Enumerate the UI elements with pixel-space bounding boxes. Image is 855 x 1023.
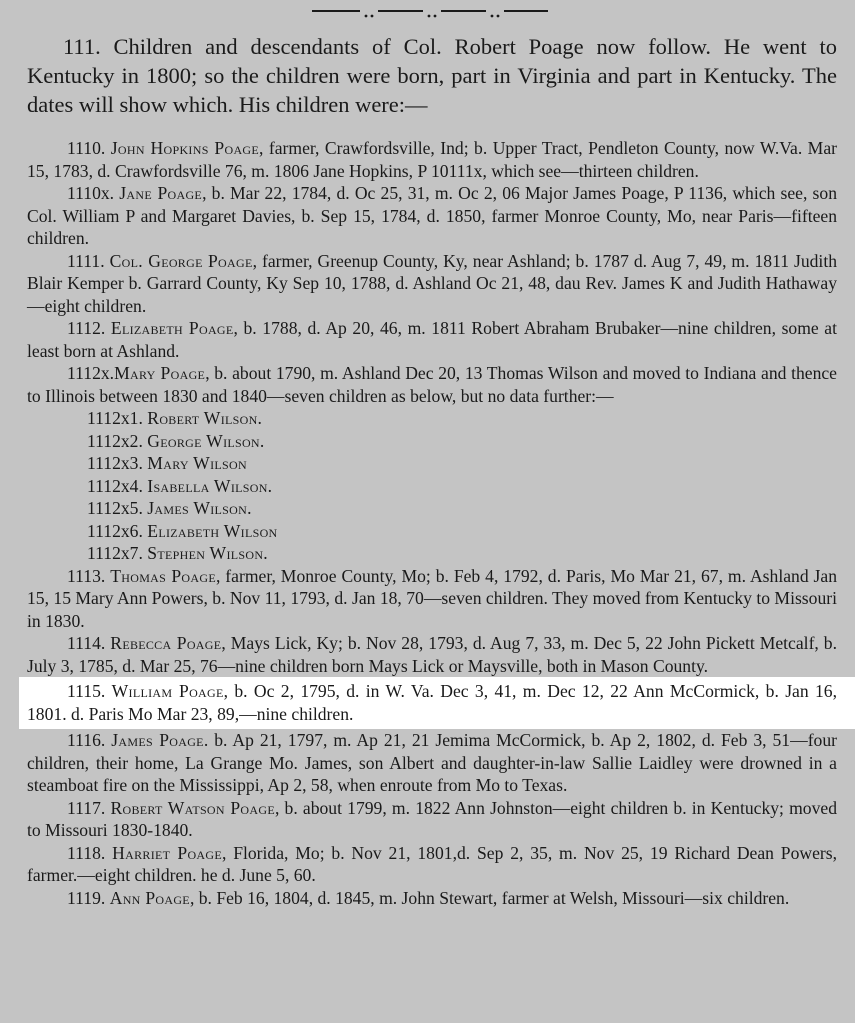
list-item-name: Robert Wilson. [147,408,263,428]
list-item-name: Isabella Wilson. [147,475,273,496]
entry-name: James Poage [111,730,204,750]
list-item [27,520,837,543]
entry-text: , b. 1788, d. Ap 20, 46, m. 1811 Robert Abraham Brubaker—nine children, some at least born at Ashland. [27,318,838,361]
entry-1116 [27,729,837,797]
entry-1114 [27,632,837,677]
list-item-number: 1112x6. [87,520,143,541]
list-item-number: 1112x1. [87,408,143,428]
entry-1115-highlighted [19,677,855,729]
intro-text: 111. Children and descendants of Col. Robert Poage now follow. He went to Kentucky in 1800; so the children were born, part in Virginia and part in Kentucky. The dates will show which. His children were:— [27,34,837,117]
entry-name: William Poage [111,681,224,701]
list-item [27,497,837,520]
entry-name: Thomas Poage [110,565,216,586]
list-item-name: Elizabeth Wilson [147,520,278,541]
entry-name: Elizabeth Poage [110,318,234,338]
list-item-name: George Wilson. [147,430,265,451]
entry-number: 1112x. [67,363,115,383]
list-item [27,542,837,565]
entry-number: 1111. [67,250,105,271]
entry-text: , b. Feb 16, 1804, d. 1845, m. John Stewart, farmer at Welsh, Missouri—six children. [189,887,790,908]
list-item-number: 1112x3. [87,453,143,473]
entry-number: 1117. [67,797,106,818]
entry-number: 1110. [67,138,106,158]
entry-name: Harriet Poage [112,842,222,863]
entry-text: , b. about 1790, m. Ashland Dec 20, 13 Thomas Wilson and moved to Indiana and thence to Illinois between 1830 and 1840—seven children as below, but no data further:— [27,363,837,406]
entry-text: , b. about 1799, m. 1822 Ann Johnston—eight children b. in Kentucky; moved to Missouri 1830-1840. [27,797,837,840]
entry-name: Ann Poage [109,887,190,908]
entry-number: 1110x. [67,183,115,203]
entry-1112 [27,317,837,362]
entry-number: 1112. [67,318,106,338]
entry-1110x [27,182,837,250]
entry-name: Rebecca Poage [110,633,222,653]
list-item [27,407,837,430]
list-item-name: Mary Wilson [147,453,247,473]
wilson-children-list [27,407,837,565]
entry-1110 [27,137,837,182]
list-item-name: James Wilson. [147,498,252,518]
entry-number: 1115. [67,681,106,701]
entry-text: , farmer, Monroe County, Mo; b. Feb 4, 1792, d. Paris, Mo Mar 21, 67, m. Ashland Jan 15, 15 Mary Ann Powers, b. Nov 11, 1793, d. Jan 18, 70—seven children. They moved from Kentucky to Missouri in 1830. [27,565,838,631]
list-item-name: Stephen Wilson. [147,543,268,563]
entry-1117 [27,797,837,842]
entry-1111 [27,250,837,318]
entry-text: , b. Mar 22, 1784, d. Oc 25, 31, m. Oc 2, 06 Major James Poage, P 1136, which see, son Col. William P and Margaret Davies, b. Sep 15, 1784, d. 1850, farmer Monroe County, Mo, near Paris—fifteen children. [27,183,837,248]
genealogy-entries [27,137,837,909]
entry-text: . b. Ap 21, 1797, m. Ap 21, 21 Jemima McCormick, b. Ap 2, 1802, d. Feb 3, 51—four children, their home, La Grange Mo. James, son Albert and daughter-in-law Sallie Laidley were drowned in a steamboat fire on the Mississippi, Ap 2, 58, when enroute from Mo to Texas. [27,730,838,795]
entry-text: , farmer, Greenup County, Ky, near Ashland; b. 1787 d. Aug 7, 49, m. 1811 Judith Blair Kemper b. Garrard County, Ky Sep 10, 1788, d. Ashland Oc 21, 48, dau Rev. James K and Judith Hathaway—eight children. [27,250,837,316]
entry-1119 [27,887,837,910]
ornament-rule [310,6,550,20]
list-item-number: 1112x7. [87,543,143,563]
list-item-number: 1112x4. [87,475,143,496]
intro-paragraph [27,32,837,119]
entry-text: , Florida, Mo; b. Nov 21, 1801,d. Sep 2, 35, m. Nov 25, 19 Richard Dean Powers, farmer.—eight children. he d. June 5, 60. [27,842,837,885]
entry-1112x [27,362,837,407]
entry-number: 1114. [67,633,106,653]
list-item-number: 1112x2. [87,430,143,451]
list-item [27,430,837,453]
entry-number: 1113. [67,565,106,586]
entry-number: 1119. [67,887,106,908]
list-item-number: 1112x5. [87,498,143,518]
entry-1113 [27,565,837,633]
list-item [27,452,837,475]
entry-name: Jane Poage [119,183,203,203]
entry-number: 1118. [67,842,106,863]
entry-name: Robert Watson Poage [110,797,275,818]
entry-text: , Mays Lick, Ky; b. Nov 28, 1793, d. Aug 7, 33, m. Dec 5, 22 John Pickett Metcalf, b. July 3, 1785, d. Mar 25, 76—nine children born Mays Lick or Maysville, both in Mason County. [27,633,838,676]
list-item [27,475,837,498]
entry-name: Mary Poage [114,363,206,383]
entry-1118 [27,842,837,887]
entry-name: Col. George Poage [109,250,253,271]
entry-number: 1116. [67,730,106,750]
entry-text: , farmer, Crawfordsville, Ind; b. Upper Tract, Pendleton County, now W.Va. Mar 15, 1783, d. Crawfordsville 76, m. 1806 Jane Hopkins, P 10111x, which see—thirteen children. [27,138,837,181]
entry-text: , b. Oc 2, 1795, d. in W. Va. Dec 3, 41, m. Dec 12, 22 Ann McCormick, b. Jan 16, 1801. d. Paris Mo Mar 23, 89,—nine children. [27,681,837,724]
entry-name: John Hopkins Poage [110,138,260,158]
